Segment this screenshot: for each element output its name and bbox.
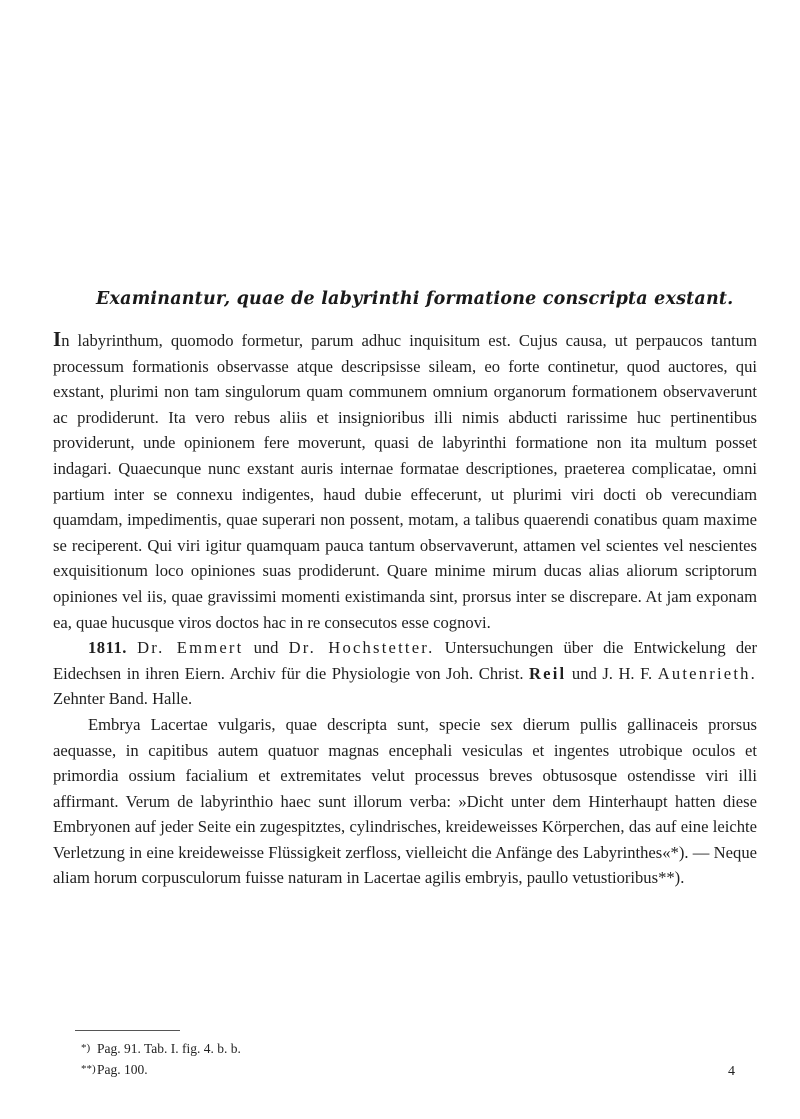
- reference-year: 1811.: [88, 638, 127, 658]
- footnote-2-text: Pag. 100.: [97, 1062, 148, 1077]
- paragraph-embrya-text-2: . — Neque aliam horum corpusculorum fuisse naturam in Lacertae agilis embryis, paullo vetustioribus: [53, 842, 757, 888]
- footnote-1-mark: *): [81, 1042, 91, 1054]
- paragraph-embrya-text-3: .: [680, 868, 685, 888]
- reference-author-2: Dr. Hochstetter.: [288, 638, 435, 658]
- paragraph-embrya: [53, 712, 757, 891]
- reference-author-1: Dr. Emmert: [137, 638, 244, 658]
- reference-editor-2: Autenrieth.: [657, 663, 757, 683]
- footnote-2-mark: **): [81, 1063, 96, 1075]
- section-heading: Examinantur, quae de labyrinthi formatione conscripta exstant.: [96, 289, 734, 309]
- paragraph-introduction-text: n labyrinthum, quomodo formetur, parum adhuc inquisitum est. Cujus causa, ut perpaucos tantum processum formationis observasse atque descripsisse sileam, eo forte continetur, quod auctores, qui exstant, plurimi non tam singulorum quam communem omnium organorum formationem observaverunt ac prodiderunt. Ita vero rebus aliis et insignioribus illi nimis abducti rarissime huc pertinentibus providerunt, unde opinionem fere moverunt, quasi de labyrinthi formatione non ita multum posset indagari. Quaecunque nunc exstant auris internae formatae descriptiones, praeterea complicatae, omni partium inter se connexu indigentes, haud dubie effecerunt, ut plurimi viri docti ob verecundiam quamdam, impedimentis, quae superari non possent, motam, a talibus quaerendi conatibus quam maxime se reciperent. Qui viri igitur quamquam pauca tantum observaverunt, attamen vel scientes vel nescientes exquisitionum loco opiniones suas prodiderunt. Quare minime mirum ducas alias aliorum scriptorum opiniones vel iis, quae gravissimi momenti existimanda sint, prorsus inter se discrepare. At jam exponam ea, quae hucusque viros doctos hac in re consecutos esse cognovi.: [53, 331, 757, 632]
- bibliographic-reference: [53, 635, 757, 712]
- reference-editor-connector: und J. H. F.: [571, 663, 653, 683]
- reference-title: Untersuchungen über die Entwickelung der Eidechsen in ihren Eiern. Archiv für die Physiologie von Joh. Christ.: [53, 638, 758, 683]
- reference-volume: Zehnter Band. Halle.: [53, 689, 193, 709]
- footnote-1-text: Pag. 91. Tab. I. fig. 4. b. b.: [97, 1041, 241, 1056]
- reference-editor-1: Reil: [529, 663, 567, 683]
- footnote-marker-2: **): [658, 868, 681, 888]
- reference-connector: und: [253, 638, 279, 658]
- paragraph-embrya-text-1: Embrya Lacertae vulgaris, quae descripta sunt, specie sex dierum pullis gallinaceis prorsus aequasse, in capitibus autem quatuor magnas encephali vesiculas et ingentes utrobique oculos et primordia ossium facialium et extremitates velut processus breves obtusosque ostendisse viri illi affirmant. Verum de labyrinthio haec sunt illorum verba: »Dicht unter dem Hinterhaupt hatten diese Embryonen auf jeder Seite ein zugespitztes, cylindrisches, kreideweisses Körperchen, das auf eine leichte Verletzung in eine kreideweisse Flüssigkeit zerfloss, vielleicht die Anfänge des Labyrinthes«: [53, 714, 757, 862]
- drop-cap: I: [53, 327, 62, 351]
- page-number: 4: [728, 1064, 735, 1079]
- footnotes: [81, 1038, 241, 1080]
- footnote-1: [81, 1038, 241, 1059]
- footnote-2: [81, 1059, 241, 1080]
- footnote-divider: [75, 1030, 180, 1031]
- footnote-marker-1: *): [670, 842, 685, 862]
- paragraph-introduction: [53, 328, 757, 635]
- main-text: [53, 328, 757, 891]
